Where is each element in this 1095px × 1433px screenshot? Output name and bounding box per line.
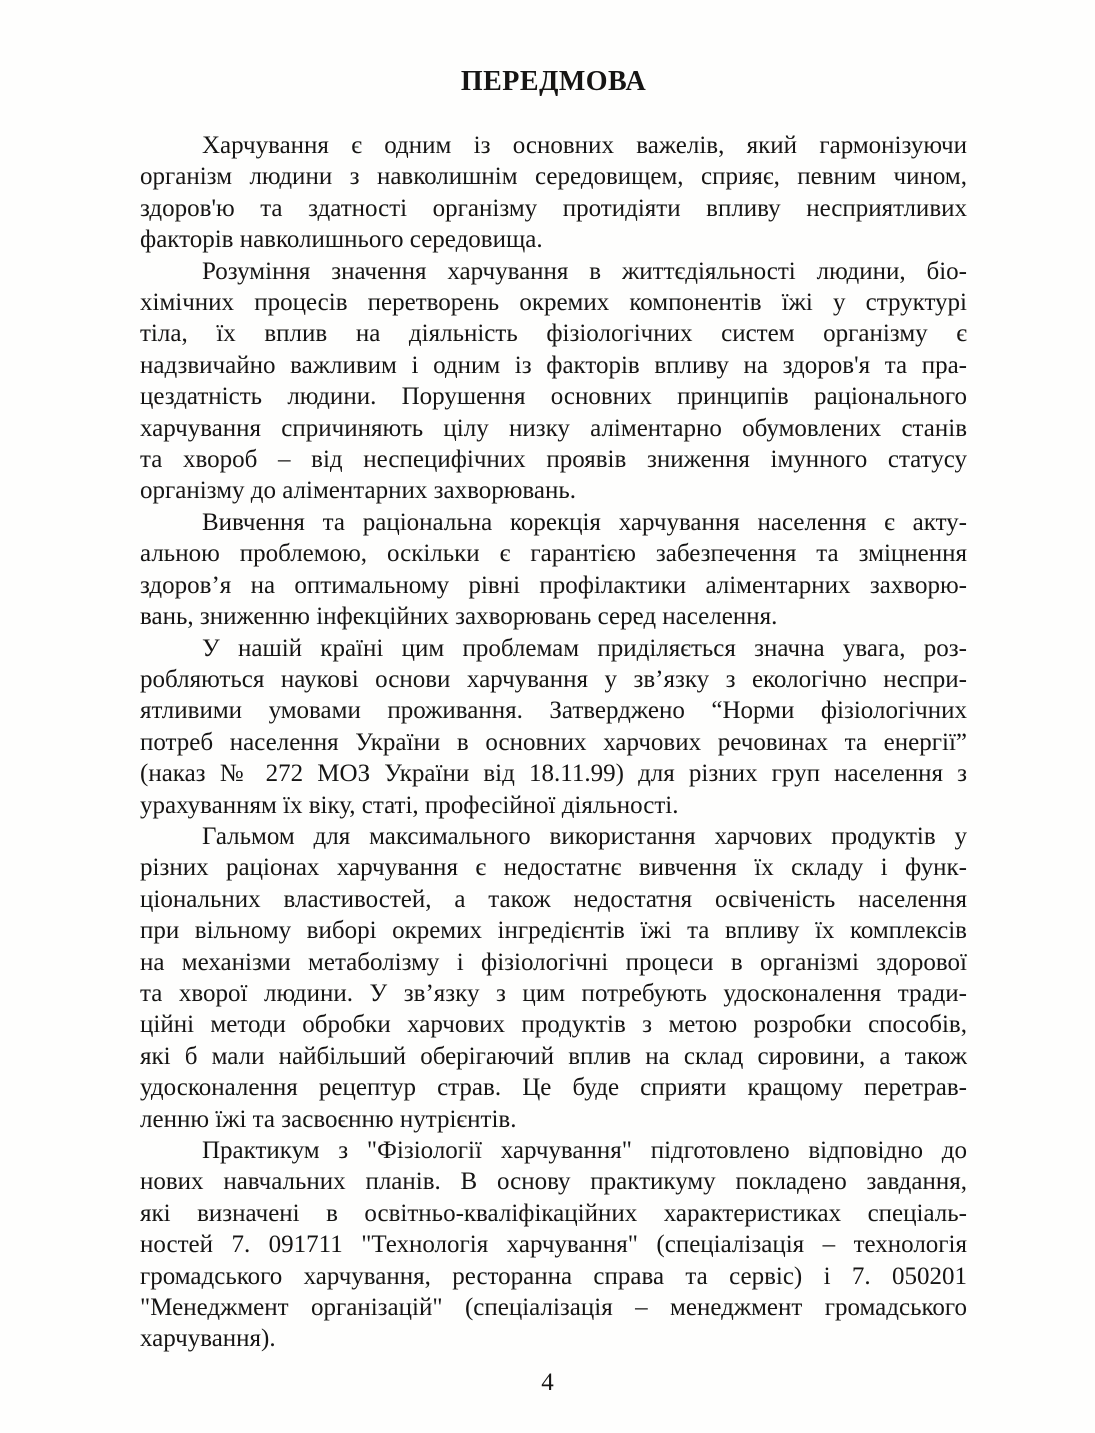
text-line: різних раціонах харчування є недостатнє вивчення їх складу і функ- — [140, 854, 967, 882]
text-line: У нашій країні цим проблемам приділяється значна увага, роз- — [202, 634, 967, 662]
text-line: та хвороб – від неспецифічних проявів зниження імунного статусу — [140, 446, 967, 474]
text-line: при вільному виборі окремих інгредієнтів їжі та впливу їх комплексів — [140, 917, 967, 945]
paragraph — [140, 1135, 967, 1355]
text-line: ятливими умовами проживання. Затверджено “Норми фізіологічних — [140, 697, 967, 725]
paragraph — [140, 507, 967, 633]
text-line: організм людини з навколишнім середовищем, сприяє, певним чином, — [140, 163, 967, 191]
text-line: ностей 7. 091711 "Технологія харчування" (спеціалізація – технологія — [140, 1231, 967, 1259]
text-line: цездатність людини. Порушення основних принципів раціонального — [140, 383, 967, 411]
paragraph — [140, 130, 967, 256]
text-line: організму до аліментарних захворювань. — [140, 477, 576, 505]
text-line: ленню їжі та засвоєнню нутрієнтів. — [140, 1105, 517, 1133]
text-line: які визначені в освітньо-кваліфікаційних характеристиках спеціаль- — [140, 1199, 967, 1227]
text-line: здоров’я на оптимальному рівні профілактики аліментарних захворю- — [140, 571, 967, 599]
text-line: Харчування є одним із основних важелів, який гармонізуючи — [202, 132, 967, 159]
text-line: харчування спричиняють цілу низку аліментарно обумовлених станів — [140, 414, 967, 442]
text-line: тіла, їх вплив на діяльність фізіологічних систем організму є — [140, 320, 967, 348]
text-line: (наказ № 272 МОЗ України від 18.11.99) для різних груп населення з — [140, 760, 967, 788]
text-line: "Менеджмент організацій" (спеціалізація – менеджмент громадського — [140, 1294, 967, 1322]
text-line: удосконалення рецептур страв. Це буде сприяти кращому перетрав- — [140, 1074, 967, 1102]
text-line: Гальмом для максимального використання харчових продуктів у — [202, 822, 967, 850]
text-line: та хворої людини. У зв’язку з цим потребують удосконалення тради- — [140, 979, 967, 1007]
text-line: потреб населення України в основних харчових речовинах та енергії” — [140, 728, 967, 756]
page-title: ПЕРЕДМОВА — [460, 66, 647, 97]
text-line: хімічних процесів перетворень окремих компонентів їжі у структурі — [140, 289, 967, 317]
text-line: на механізми метаболізму і фізіологічні процеси в організмі здорової — [140, 948, 967, 976]
text-line: громадського харчування, ресторанна справа та сервіс) і 7. 050201 — [140, 1262, 967, 1290]
text-line: факторів навколишнього середовища. — [140, 226, 543, 254]
text-line: харчування). — [140, 1325, 276, 1353]
paragraph — [140, 821, 967, 1135]
text-line: Вивчення та раціональна корекція харчування населення є акту- — [202, 508, 967, 536]
document-body — [140, 130, 967, 1355]
paragraph — [140, 633, 967, 821]
text-line: альною проблемою, оскільки є гарантією забезпечення та зміцнення — [140, 540, 967, 568]
text-line: нових навчальних планів. В основу практикуму покладено завдання, — [140, 1168, 967, 1196]
text-line: Практикум з "Фізіології харчування" підготовлено відповідно до — [202, 1137, 967, 1164]
text-line: ційні методи обробки харчових продуктів з метою розробки способів, — [140, 1011, 967, 1039]
paragraph — [140, 256, 967, 507]
page-number: 4 — [541, 1369, 554, 1396]
text-line: здоров'ю та здатності організму протидіяти впливу несприятливих — [140, 194, 967, 222]
text-line: урахуванням їх віку, статі, професійної діяльності. — [140, 791, 679, 819]
text-line: вань, зниженню інфекційних захворювань серед населення. — [140, 603, 778, 631]
text-line: робляються наукові основи харчування у зв’язку з екологічно неспри- — [140, 665, 967, 693]
text-line: Розуміння значення харчування в життєдіяльності людини, біо- — [202, 257, 967, 285]
text-line: які б мали найбільший оберігаючий вплив на склад сировини, а також — [140, 1042, 967, 1070]
text-line: ціональних властивостей, а також недостатня освіченість населення — [140, 885, 967, 913]
text-line: надзвичайно важливим і одним із факторів впливу на здоров'я та пра- — [140, 351, 967, 379]
